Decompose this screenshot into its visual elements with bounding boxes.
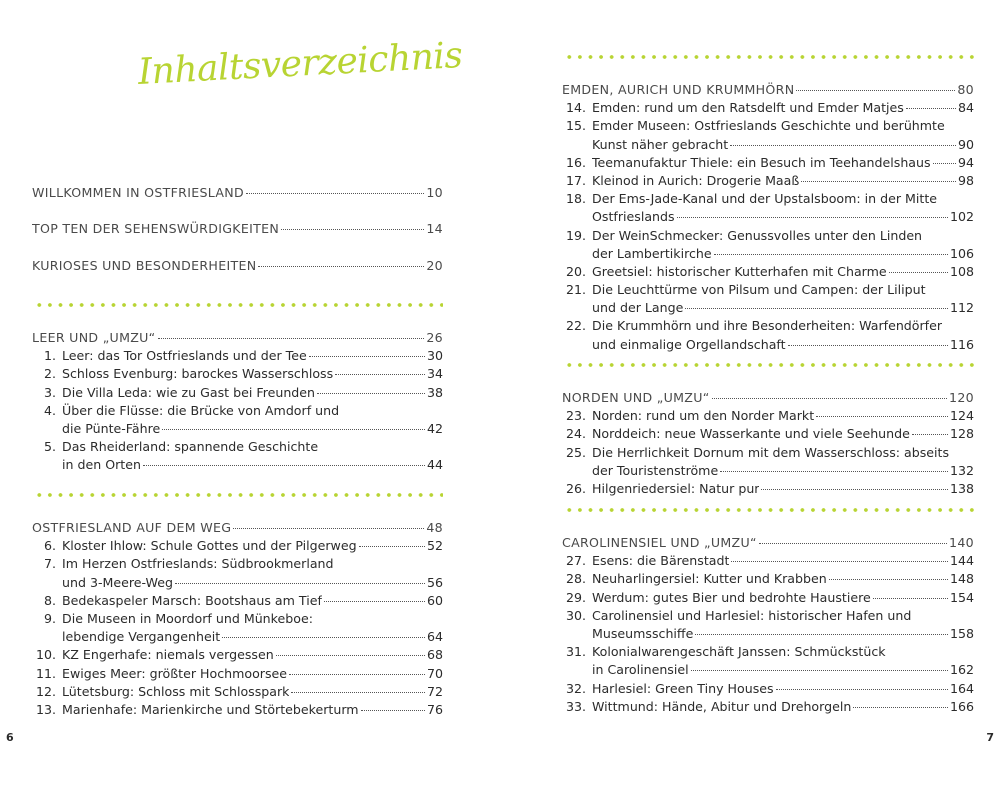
entry-number: 3.	[43, 384, 56, 400]
entry-number: 25.	[565, 444, 586, 460]
entry-page: 106	[949, 245, 974, 261]
toc-line-willkommen[interactable]: WILLKOMMEN IN OSTFRIESLAND 10	[32, 185, 443, 200]
entry-number: 30.	[565, 607, 586, 623]
entry-text: Die Villa Leda: wie zu Gast bei Freunden	[62, 384, 316, 400]
toc-entry[interactable]	[562, 444, 974, 480]
entry-number: 23.	[565, 408, 586, 424]
entry-page: 128	[949, 426, 974, 442]
entry-number: 18.	[565, 191, 586, 207]
entry-text: Das Rheiderland: spannende Geschichte	[62, 439, 319, 455]
entry-text: Norddeich: neue Wasserkante und viele Seehunde	[592, 426, 910, 442]
entry-text: Bedekaspeler Marsch: Bootshaus am Tief	[62, 592, 322, 608]
entry-number: 11.	[35, 665, 56, 681]
toc-entry[interactable]	[562, 317, 974, 353]
page-number-right: 7	[986, 731, 994, 744]
intro-list	[32, 184, 443, 275]
entry-text: Kloster Ihlow: Schule Gottes und der Pilgerweg	[62, 538, 357, 554]
entry-text: Der Ems-Jade-Kanal und der Upstalsboom: in der Mitte	[592, 191, 938, 207]
toc-entry[interactable]	[32, 365, 443, 383]
entry-text: Die Krummhörn und ihre Besonderheiten: Warfendörfer	[592, 318, 943, 334]
entry-text: Ostfrieslands	[592, 209, 675, 225]
entry-page: 70	[426, 665, 443, 681]
toc-line-top-ten[interactable]: TOP TEN DER SEHENSWÜRDIGKEITEN 14	[32, 221, 443, 237]
entry-text: Kolonialwarengeschäft Janssen: Schmückstück	[592, 644, 886, 660]
entry-page: 68	[426, 647, 443, 663]
dotted-divider	[562, 508, 974, 512]
toc-entry[interactable]	[562, 154, 974, 172]
entry-number: 4.	[43, 402, 56, 418]
entry-page: 138	[949, 480, 974, 496]
entry-text: der Touristenströme	[592, 462, 719, 478]
toc-title: Inhaltsverzeichnis	[136, 35, 464, 93]
dotted-divider	[562, 55, 974, 59]
entry-page: 116	[949, 336, 974, 352]
entry-number: 22.	[565, 318, 586, 334]
entry-page: 112	[949, 300, 974, 316]
entry-number: 27.	[565, 553, 586, 569]
toc-entry[interactable]	[562, 607, 974, 643]
entry-page: 42	[426, 420, 443, 436]
entry-text: KZ Engerhafe: niemals vergessen	[62, 647, 274, 663]
entry-text: Greetsiel: historischer Kutterhafen mit Charme	[592, 263, 887, 279]
toc-entry[interactable]	[32, 701, 443, 719]
entry-text: Teemanufaktur Thiele: ein Besuch im Teehandelshaus	[592, 154, 931, 170]
entry-page: 44	[426, 457, 443, 473]
entry-text: und 3-Meere-Weg	[62, 574, 174, 590]
toc-entry[interactable]	[562, 480, 974, 498]
toc-entry[interactable]	[562, 407, 974, 425]
entry-text: Emder Museen: Ostfrieslands Geschichte und berühmte	[592, 118, 945, 134]
entry-page: 98	[957, 172, 974, 188]
entry-text: Neuharlingersiel: Kutter und Krabben	[592, 571, 827, 587]
section-carolinensiel	[562, 508, 974, 716]
page-number-left: 6	[6, 731, 14, 744]
entry-page: 60	[426, 592, 443, 608]
entry-number: 17.	[565, 172, 586, 188]
entry-page: 164	[949, 680, 974, 696]
entry-page: 76	[426, 701, 443, 717]
entry-number: 1.	[43, 348, 56, 364]
entry-number: 2.	[43, 366, 56, 382]
entry-number: 31.	[565, 644, 586, 660]
toc-entry[interactable]	[562, 263, 974, 281]
entry-text: und der Lange	[592, 300, 684, 316]
toc-entry[interactable]	[562, 172, 974, 190]
right-page	[500, 0, 1000, 800]
entry-page: 158	[949, 625, 974, 641]
entry-text: Marienhafe: Marienkirche und Störtebekerturm	[62, 701, 359, 717]
toc-entry[interactable]	[32, 592, 443, 610]
dotted-divider	[562, 363, 974, 367]
toc-entry[interactable]	[32, 384, 443, 402]
section-heading[interactable]: LEER UND „UMZU“ 26	[32, 330, 443, 345]
toc-entry[interactable]	[32, 537, 443, 555]
entry-page: 56	[426, 574, 443, 590]
entry-text: Lütetsburg: Schloss mit Schlosspark	[62, 683, 290, 699]
entry-text: Museumsschiffe	[592, 625, 694, 641]
entry-page: 162	[949, 662, 974, 678]
toc-entry[interactable]	[32, 610, 443, 646]
toc-entry[interactable]	[32, 665, 443, 683]
toc-entry[interactable]	[562, 570, 974, 588]
entry-page: 108	[949, 263, 974, 279]
entry-number: 12.	[35, 683, 56, 699]
entry-page: 124	[949, 408, 974, 424]
entry-number: 28.	[565, 571, 586, 587]
entry-number: 26.	[565, 480, 586, 496]
entry-text: lebendige Vergangenheit	[62, 629, 221, 645]
entry-number: 7.	[43, 556, 56, 572]
section-heading[interactable]: EMDEN, AURICH UND KRUMMHÖRN 80	[562, 82, 974, 97]
toc-line-kurioses[interactable]: KURIOSES UND BESONDERHEITEN 20	[32, 257, 443, 273]
entry-text: Wittmund: Hände, Abitur und Drehorgeln	[592, 698, 852, 714]
toc-entry[interactable]	[32, 347, 443, 365]
toc-entry[interactable]	[562, 698, 974, 716]
toc-entry[interactable]	[32, 683, 443, 701]
entry-number: 9.	[43, 610, 56, 626]
entry-text: Esens: die Bärenstadt	[592, 553, 730, 569]
entry-text: Die Museen in Moordorf und Münkeboe:	[62, 610, 313, 626]
entry-number: 15.	[565, 118, 586, 134]
entry-text: Im Herzen Ostfrieslands: Südbrookmerland	[62, 556, 334, 572]
toc-entry[interactable]	[562, 99, 974, 117]
toc-entry[interactable]	[562, 425, 974, 443]
entry-text: in den Orten	[62, 457, 141, 473]
dotted-divider	[32, 493, 443, 497]
toc-entry[interactable]	[562, 589, 974, 607]
section-weg	[32, 493, 443, 719]
entry-text: Die Leuchttürme von Pilsum und Campen: der Liliput	[592, 282, 926, 298]
section-heading[interactable]: NORDEN UND „UMZU“ 120	[562, 390, 974, 405]
entry-page: 38	[426, 384, 443, 400]
section-leer	[32, 303, 443, 475]
entry-text: Carolinensiel und Harlesiel: historischer Hafen und	[592, 607, 912, 623]
entry-text: in Carolinensiel	[592, 662, 689, 678]
entry-number: 29.	[565, 589, 586, 605]
toc-entry[interactable]	[562, 227, 974, 263]
toc-entry[interactable]	[562, 680, 974, 698]
entry-page: 144	[949, 553, 974, 569]
entry-text: Kunst näher gebracht	[592, 136, 729, 152]
toc-entry[interactable]	[562, 190, 974, 226]
entry-text: der Lambertikirche	[592, 245, 712, 261]
entry-page: 154	[949, 589, 974, 605]
entry-page: 64	[426, 629, 443, 645]
toc-entry[interactable]	[562, 117, 974, 153]
entry-page: 52	[426, 538, 443, 554]
toc-entry[interactable]	[562, 281, 974, 317]
entry-number: 10.	[35, 647, 56, 663]
entry-page: 148	[949, 571, 974, 587]
entry-page: 166	[949, 698, 974, 714]
entry-page: 102	[949, 209, 974, 225]
entry-page: 94	[957, 154, 974, 170]
section-heading[interactable]: OSTFRIESLAND AUF DEM WEG 48	[32, 520, 443, 535]
entry-page: 72	[426, 683, 443, 699]
entry-number: 5.	[43, 439, 56, 455]
entry-number: 21.	[565, 282, 586, 298]
entry-number: 20.	[565, 263, 586, 279]
toc-entry[interactable]	[562, 643, 974, 679]
entry-text: Der WeinSchmecker: Genussvolles unter den Linden	[592, 227, 923, 243]
entry-page: 34	[426, 366, 443, 382]
entry-text: Hilgenriedersiel: Natur pur	[592, 480, 760, 496]
entry-text: Leer: das Tor Ostfrieslands und der Tee	[62, 348, 307, 364]
entry-number: 33.	[565, 698, 586, 714]
entry-page: 84	[957, 100, 974, 116]
entry-text: Die Herrlichkeit Dornum mit dem Wasserschloss: abseits	[592, 444, 950, 460]
toc-entry[interactable]	[32, 438, 443, 474]
entry-text: die Pünte-Fähre	[62, 420, 161, 436]
entry-number: 24.	[565, 426, 586, 442]
entry-number: 32.	[565, 680, 586, 696]
entry-page: 30	[426, 348, 443, 364]
entry-number: 16.	[565, 154, 586, 170]
entry-text: Werdum: gutes Bier und bedrohte Haustiere	[592, 589, 871, 605]
entry-number: 19.	[565, 227, 586, 243]
entry-number: 13.	[35, 701, 56, 717]
section-norden	[562, 363, 974, 498]
section-heading[interactable]: CAROLINENSIEL UND „UMZU“ 140	[562, 535, 974, 550]
entry-text: Kleinod in Aurich: Drogerie Maaß	[592, 172, 800, 188]
entry-text: und einmalige Orgellandschaft	[592, 336, 786, 352]
entry-text: Harlesiel: Green Tiny Houses	[592, 680, 774, 696]
section-emden	[562, 55, 974, 354]
toc-entry[interactable]	[562, 552, 974, 570]
entry-number: 8.	[43, 592, 56, 608]
entry-text: Schloss Evenburg: barockes Wasserschloss	[62, 366, 334, 382]
toc-entry[interactable]	[32, 646, 443, 664]
toc-entry[interactable]	[32, 402, 443, 438]
entry-text: Emden: rund um den Ratsdelft und Emder Matjes	[592, 100, 904, 116]
entry-number: 14.	[565, 100, 586, 116]
dotted-divider	[32, 303, 443, 307]
toc-entry[interactable]	[32, 555, 443, 591]
entry-text: Über die Flüsse: die Brücke von Amdorf und	[62, 402, 340, 418]
entry-text: Norden: rund um den Norder Markt	[592, 408, 815, 424]
entry-number: 6.	[43, 538, 56, 554]
entry-page: 90	[957, 136, 974, 152]
entry-page: 132	[949, 462, 974, 478]
entry-text: Ewiges Meer: größter Hochmoorsee	[62, 665, 288, 681]
